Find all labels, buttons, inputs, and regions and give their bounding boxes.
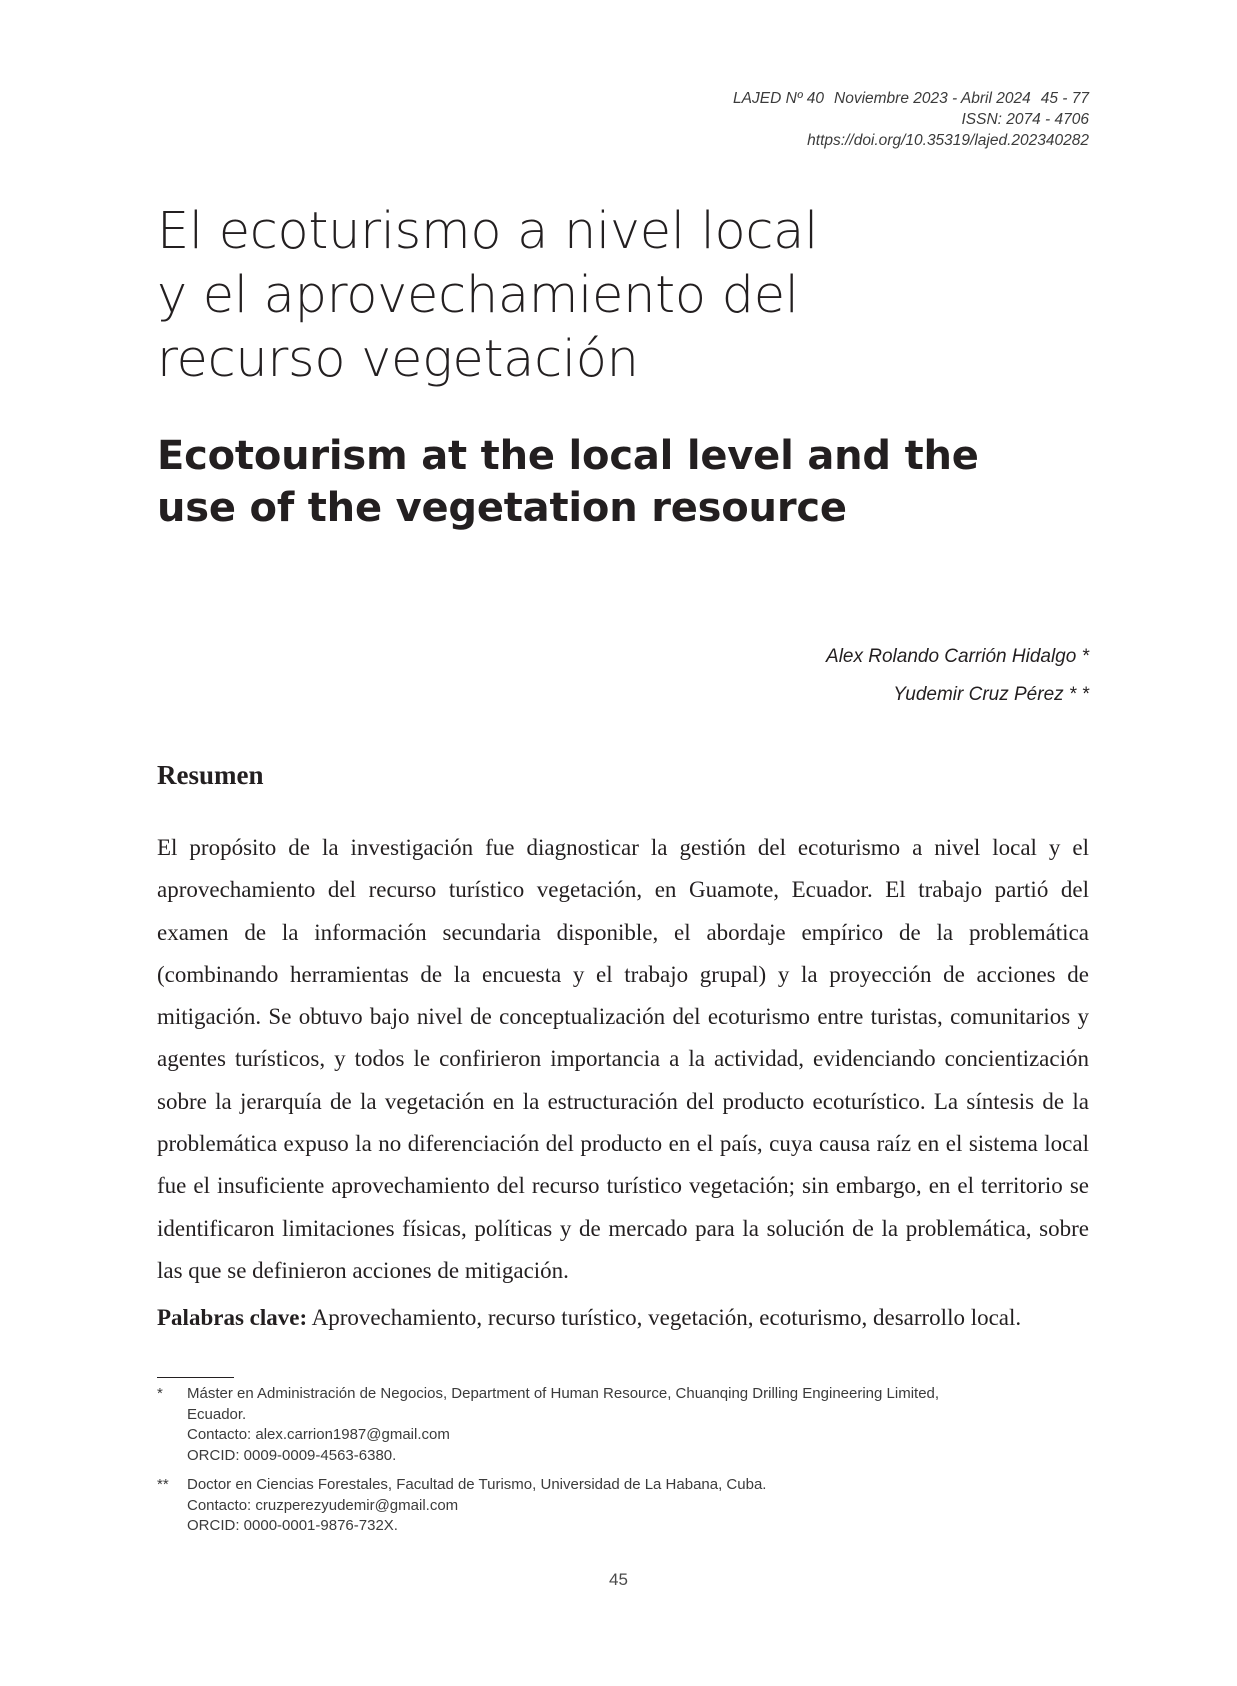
abstract-heading: Resumen (157, 760, 264, 790)
footnote-mark: ** (157, 1476, 169, 1493)
footnote-separator (157, 1377, 234, 1378)
keywords-text: Aprovechamiento, recurso turístico, vegetación, ecoturismo, desarrollo local. (307, 1305, 1022, 1330)
footnotes (157, 1384, 1089, 1546)
author-list (489, 638, 1089, 714)
footnote-contact[interactable]: Contacto: cruzperezyudemir@gmail.com (187, 1496, 459, 1514)
footnote-contact[interactable]: Contacto: alex.carrion1987@gmail.com (187, 1426, 450, 1443)
author-name: Yudemir Cruz Pérez * * (893, 684, 1089, 705)
title-es-line: El ecoturismo a nivel local (157, 202, 818, 261)
footnote-affiliation: Máster en Administración de Negocios, Department of Human Resource, Chuanqing Drilling Engineering Limited, (187, 1385, 940, 1402)
footnote-mark: * (157, 1385, 163, 1402)
footnote-orcid: ORCID: 0000-0001-9876-732X. (187, 1517, 398, 1534)
journal-period: Noviembre 2023 - Abril 2024 (834, 90, 1031, 107)
journal-pages: 45 - 77 (1040, 90, 1089, 107)
page-number: 45 (609, 1570, 628, 1589)
footnote (157, 1475, 1089, 1537)
title-en-line: use of the vegetation resource (157, 485, 847, 531)
footnote (157, 1384, 1089, 1466)
footnote-orcid: ORCID: 0009-0009-4563-6380. (187, 1446, 397, 1464)
article-title-spanish (157, 200, 1057, 392)
title-es-line: recurso vegetación (157, 330, 639, 389)
journal-name: LAJED Nº 40 (733, 90, 824, 107)
footnote-affiliation: Doctor en Ciencias Forestales, Facultad de Turismo, Universidad de La Habana, Cuba. (187, 1476, 767, 1493)
journal-doi[interactable]: https://doi.org/10.35319/lajed.202340282 (807, 132, 1089, 149)
footnote-affiliation: Ecuador. (187, 1405, 247, 1423)
journal-issn: ISSN: 2074 - 4706 (961, 111, 1089, 128)
journal-issue-line (389, 88, 1089, 109)
keywords-label: Palabras clave: (157, 1305, 308, 1330)
abstract-text: El propósito de la investigación fue diagnosticar la gestión del ecoturismo a nivel local y el aprovechamiento del recurso turístico vegetación, en Guamote, Ecuador. El trabajo partió del examen de la información secundaria disponible, el abordaje empírico de la problemática (combinando herramientas de la encuesta y el trabajo grupal) y la proyección de acciones de mitigación. Se obtuvo bajo nivel de conceptualización del ecoturismo entre turistas, comunitarios y agentes turísticos, y todos le confirieron importancia a la actividad, evidenciando concientización sobre la jerarquía de la vegetación en la estructuración del producto ecoturístico. La síntesis de la problemática expuso la no diferenciación del producto en el país, cuya causa raíz en el sistema local fue el insuficiente aprovechamiento del recurso turístico vegetación; sin embargo, en el territorio se identificaron limitaciones físicas, políticas y de mercado para la solución de la problemática, sobre las que se definieron acciones de mitigación. (157, 835, 1089, 1283)
title-en-line: Ecotourism at the local level and the (157, 433, 979, 479)
author-name: Alex Rolando Carrión Hidalgo * (826, 646, 1089, 667)
keywords (157, 1302, 1097, 1334)
journal-header (389, 88, 1089, 151)
article-title-english (157, 430, 1057, 534)
title-es-line: y el aprovechamiento del (157, 266, 799, 325)
